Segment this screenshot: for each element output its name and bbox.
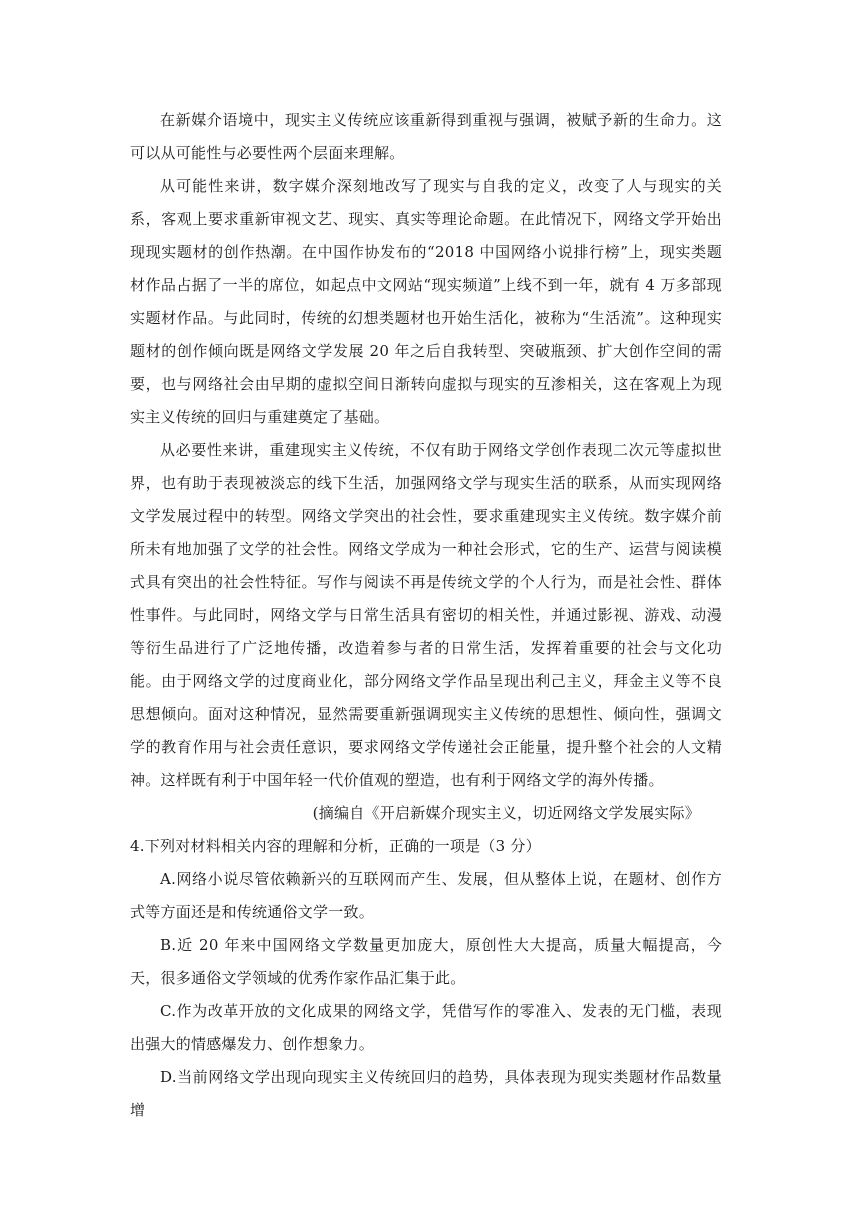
option-c: C.作为改革开放的文化成果的网络文学，凭借写作的零准入、发表的无门槛，表现出强大的情感爆发力、创作想象力。 xyxy=(130,1002,722,1053)
option-b: B.近 20 年来中国网络文学数量更加庞大，原创性大大提高，质量大幅提高，今天，很多通俗文学领域的优秀作家作品汇集于此。 xyxy=(130,936,722,987)
option-d: D.当前网络文学出现向现实主义传统回归的趋势，具体表现为现实类题材作品数量增 xyxy=(130,1068,722,1119)
document-body xyxy=(130,104,722,1127)
paragraph-intro: 在新媒介语境中，现实主义传统应该重新得到重视与强调，被赋予新的生命力。这可以从可能性与必要性两个层面来理解。 xyxy=(130,111,722,162)
paragraph-possibility: 从可能性来讲，数字媒介深刻地改写了现实与自我的定义，改变了人与现实的关系，客观上要求重新审视文艺、现实、真实等理论命题。在此情况下，网络文学开始出现现实题材的创作热潮。在中国作协发布的“2018 中国网络小说排行榜”上，现实类题材作品占据了一半的席位，如起点中文网站“现实频道”上线不到一年，就有 4 万多部现实题材作品。与此同时，传统的幻想类题材也开始生活化，被称为“生活流”。这种现实题材的创作倾向既是网络文学发展 20 年之后自我转型、突破瓶颈、扩大创作空间的需要，也与网络社会由早期的虚拟空间日渐转向虚拟与现实的互渗相关，这在客观上为现实主义传统的回归与重建奠定了基础。 xyxy=(130,177,722,426)
question-stem: 4.下列对材料相关内容的理解和分析，正确的一项是（3 分） xyxy=(130,837,541,855)
paragraph-necessity: 从必要性来讲，重建现实主义传统，不仅有助于网络文学创作表现二次元等虚拟世界，也有助于表现被淡忘的线下生活，加强网络文学与现实生活的联系，从而实现网络文学发展过程中的转型。网络文学突出的社会性，要求重建现实主义传统。数字媒介前所未有地加强了文学的社会性。网络文学成为一种社会形式，它的生产、运营与阅读模式具有突出的社会性特征。写作与阅读不再是传统文学的个人行为，而是社会性、群体性事件。与此同时，网络文学与日常生活具有密切的相关性，并通过影视、游戏、动漫等衍生品进行了广泛地传播，改造着参与者的日常生活，发挥着重要的社会与文化功能。由于网络文学的过度商业化，部分网络文学作品呈现出利己主义，拜金主义等不良思想倾向。面对这种情况，显然需要重新强调现实主义传统的思想性、倾向性，强调文学的教育作用与社会责任意识，要求网络文学传递社会正能量，提升整个社会的人文精神。这样既有利于中国年轻一代价值观的塑造，也有利于网络文学的海外传播。 xyxy=(130,441,722,789)
option-a: A.网络小说尽管依赖新兴的互联网而产生、发展，但从整体上说，在题材、创作方式等方面还是和传统通俗文学一致。 xyxy=(130,870,722,921)
source-citation: (摘编自《开启新媒介现实主义，切近网络文学发展实际》 xyxy=(312,804,700,822)
